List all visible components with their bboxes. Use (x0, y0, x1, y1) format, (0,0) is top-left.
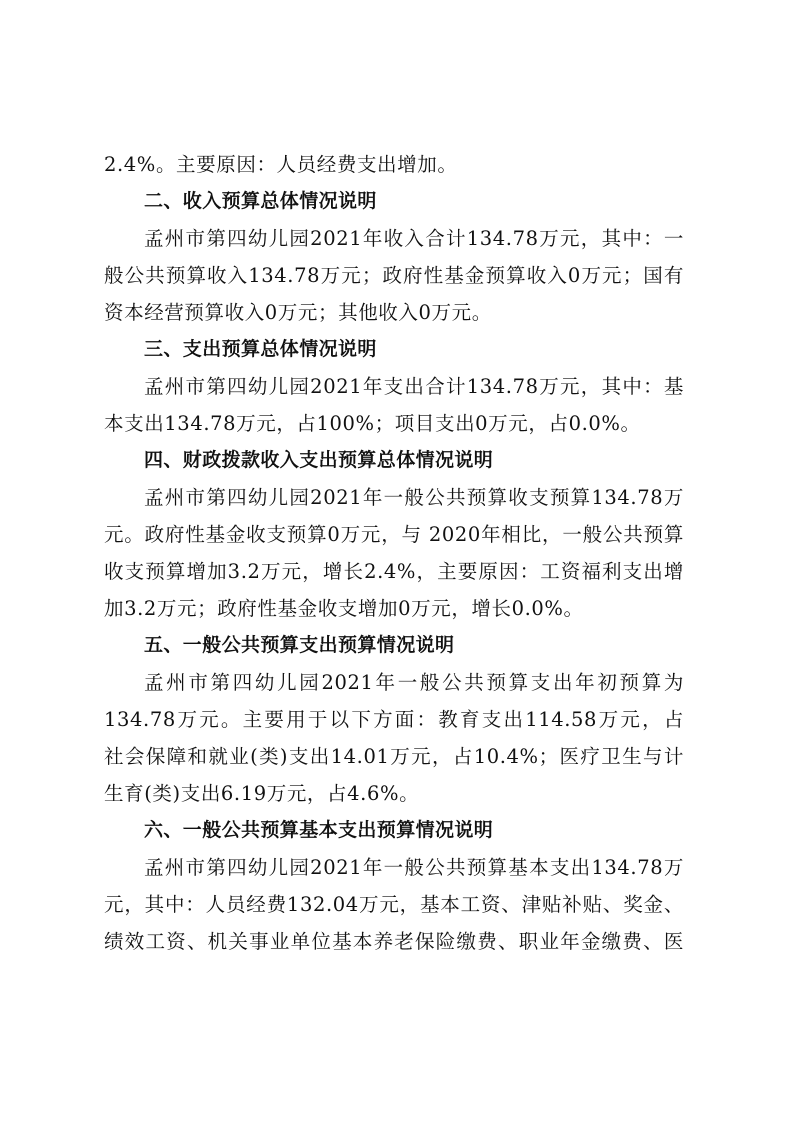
paragraph-line: 加3.2万元；政府性基金收支增加0万元，增长0.0%。 (104, 597, 584, 620)
paragraph-line: 2.4%。主要原因：人员经费支出增加。 (104, 153, 458, 176)
paragraph-line: 孟州市第四幼儿园2021年一般公共预算支出年初预算为 (144, 671, 684, 694)
paragraph-line: 本支出134.78万元，占100%；项目支出0万元，占0.0%。 (104, 412, 641, 435)
paragraph-line: 绩效工资、机关事业单位基本养老保险缴费、职业年金缴费、医 (104, 930, 684, 953)
section-heading-fiscal-appropriation: 四、财政拨款收入支出预算总体情况说明 (144, 449, 494, 471)
section-heading-income-budget: 二、收入预算总体情况说明 (144, 190, 377, 212)
paragraph-line: 元。政府性基金收支预算0万元，与 2020年相比，一般公共预算 (104, 523, 684, 546)
paragraph-line: 孟州市第四幼儿园2021年一般公共预算收支预算134.78万 (144, 486, 684, 509)
paragraph-line: 134.78万元。主要用于以下方面：教育支出114.58万元，占 (104, 708, 684, 731)
document-body (104, 146, 684, 960)
paragraph-line: 生育(类)支出6.19万元，占4.6%。 (104, 782, 420, 805)
paragraph-line: 资本经营预算收入0万元；其他收入0万元。 (104, 301, 492, 324)
paragraph-line: 元，其中：人员经费132.04万元，基本工资、津贴补贴、奖金、 (104, 893, 684, 916)
section-heading-basic-expenditure: 六、一般公共预算基本支出预算情况说明 (144, 819, 494, 841)
paragraph-line: 孟州市第四幼儿园2021年支出合计134.78万元，其中：基 (144, 375, 684, 398)
section-heading-expenditure-budget: 三、支出预算总体情况说明 (144, 338, 377, 360)
paragraph-line: 孟州市第四幼儿园2021年一般公共预算基本支出134.78万 (144, 856, 684, 879)
paragraph-line: 收支预算增加3.2万元，增长2.4%，主要原因：工资福利支出增 (104, 560, 684, 583)
paragraph-line: 社会保障和就业(类)支出14.01万元，占10.4%；医疗卫生与计 (104, 745, 684, 768)
paragraph-line: 般公共预算收入134.78万元；政府性基金预算收入0万元；国有 (104, 264, 684, 287)
section-heading-general-public-expenditure: 五、一般公共预算支出预算情况说明 (144, 634, 455, 656)
paragraph-line: 孟州市第四幼儿园2021年收入合计134.78万元，其中：一 (144, 227, 684, 250)
